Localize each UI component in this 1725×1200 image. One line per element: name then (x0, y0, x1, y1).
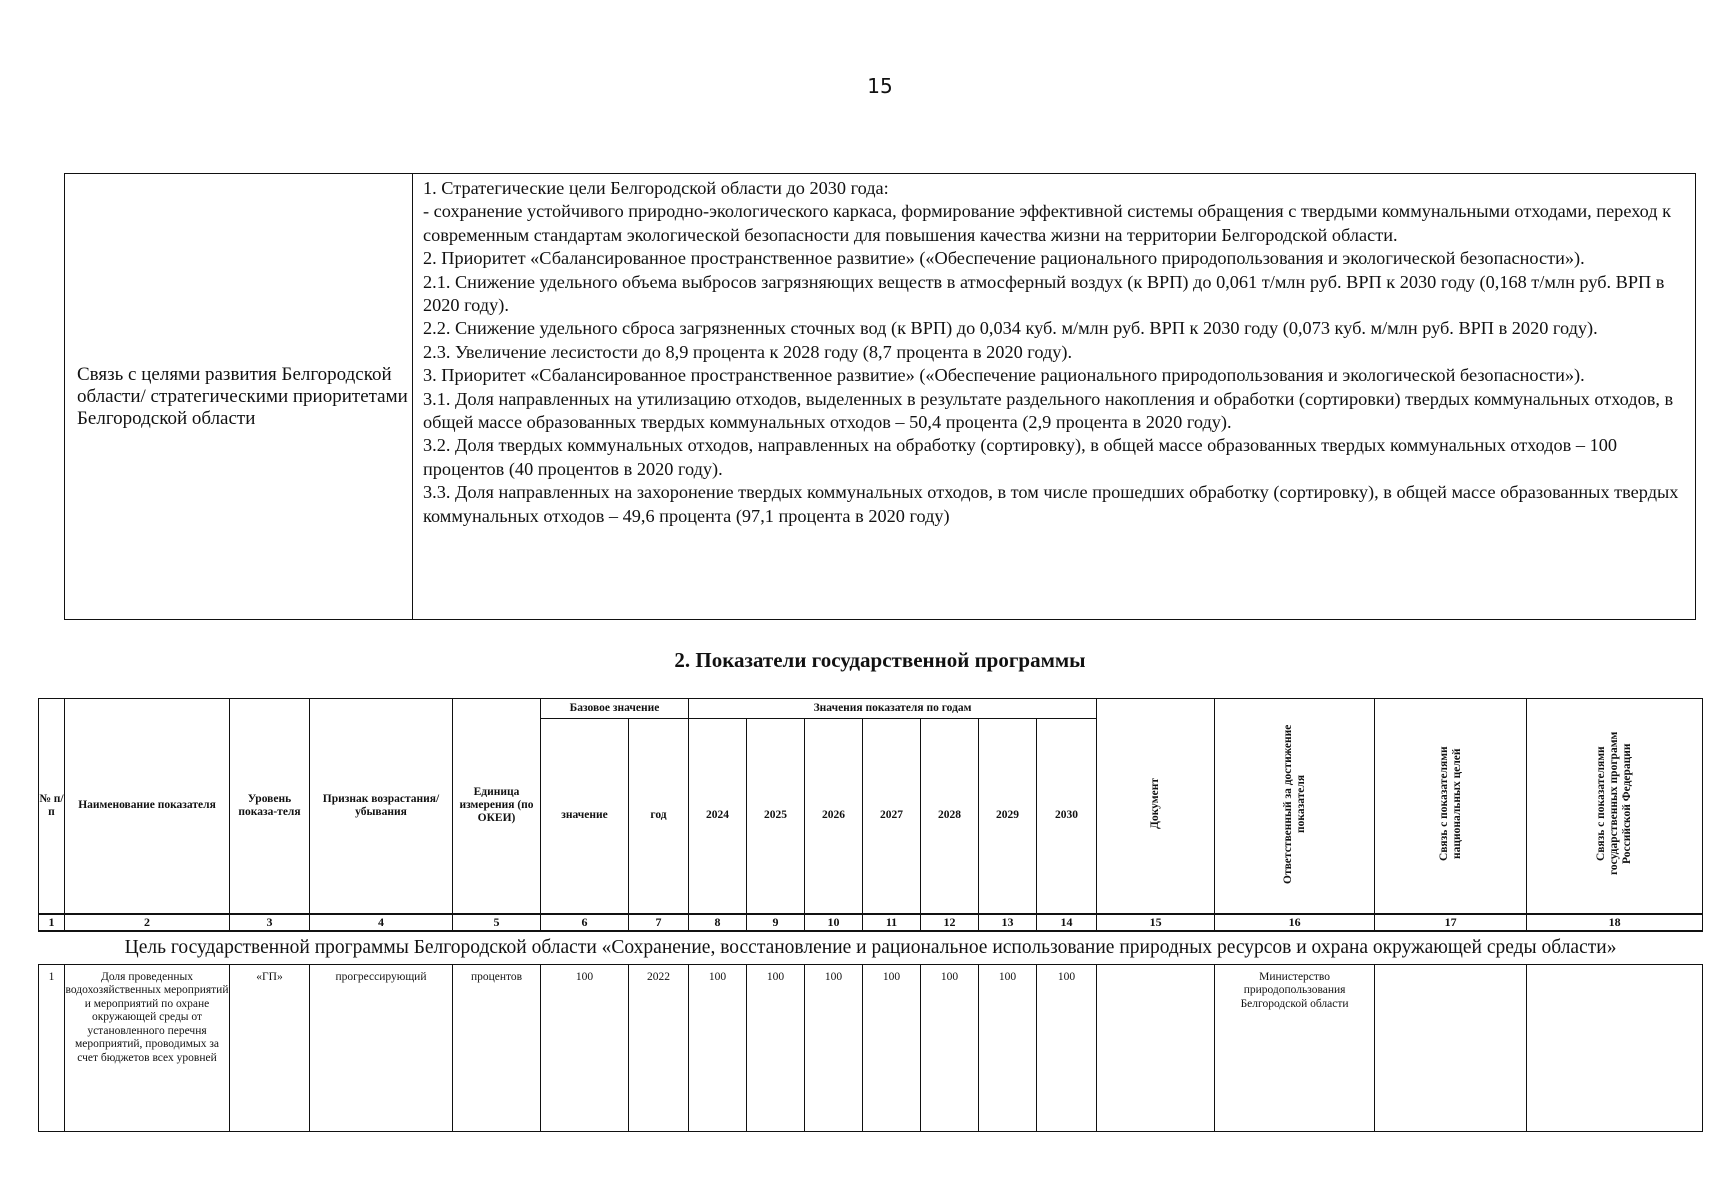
goal-row: Цель государственной программы Белгородской области «Сохранение, восстановление и рациональное использование природных ресурсов и охрана окружающей среды области» (39, 931, 1703, 965)
header-base-group: Базовое значение (541, 699, 689, 719)
strategy-link-label: Связь с целями развития Белгородской области/ стратегическими приоритетами Белгородской области (65, 174, 413, 620)
header-responsible-text: Ответственный за достижение показателя (1281, 724, 1307, 884)
strategy-paragraph: 3.3. Доля направленных на захоронение твердых коммунальных отходов, в том числе прошедших обработку (сортировку), в общей массе образованных твердых коммунальных отходов – 49,6 процента (97,1 процента в 2020 году) (423, 482, 1679, 526)
row-value-2025: 100 (747, 964, 805, 1131)
row-level: «ГП» (230, 964, 310, 1131)
row-name: Доля проведенных водохозяйственных мероприятий и мероприятий по охране окружающей среды от установленного перечня мероприятий, проводимых за счет бюджетов всех уровней (65, 964, 230, 1131)
strategy-paragraph: 2.1. Снижение удельного объема выбросов загрязняющих веществ в атмосферный воздух (к ВРП) до 0,061 т/млн руб. ВРП к 2030 году (0,168 т/млн руб. ВРП в 2020 году). (423, 271, 1665, 316)
header-state-programs (1527, 699, 1703, 914)
column-number: 17 (1375, 914, 1527, 931)
header-level: Уровень показа-теля (230, 699, 310, 914)
column-number: 1 (39, 914, 65, 931)
strategy-paragraph: - сохранение устойчивого природно-экологического каркаса, формирование эффективной системы обращения с твердыми коммунальными отходами, переход к современным стандартам экологической безопасности для повышения качества жизни на территории Белгородской области. (423, 201, 1672, 245)
column-number: 14 (1037, 914, 1097, 931)
header-base-value: значение (541, 719, 629, 914)
column-number: 4 (310, 914, 453, 931)
strategy-paragraph: 3. Приоритет «Сбалансированное пространственное развитие» («Обеспечение рационального природопользования и экологической безопасности»). (423, 365, 1585, 386)
column-number: 9 (747, 914, 805, 931)
header-year: 2029 (979, 719, 1037, 914)
header-base-year: год (629, 719, 689, 914)
strategy-paragraph: 3.1. Доля направленных на утилизацию отходов, выделенных в результате раздельного накопления и обработки (сортировки) твердых коммунальных отходов, в общей массе образованных твердых коммунальных отходов – 50,4 процента (2,9 процента в 2020 году). (423, 388, 1674, 433)
column-number: 3 (230, 914, 310, 931)
row-value-2027: 100 (863, 964, 921, 1131)
column-number: 11 (863, 914, 921, 931)
strategy-paragraph: 1. Стратегические цели Белгородской области до 2030 года: (423, 178, 889, 198)
header-state-programs-text: Связь с показателями государственных программ Российской Федерации (1595, 732, 1634, 876)
column-number: 12 (921, 914, 979, 931)
column-number: 8 (689, 914, 747, 931)
column-number: 18 (1527, 914, 1703, 931)
column-number: 5 (453, 914, 541, 931)
header-national-goals (1375, 699, 1527, 914)
header-year: 2026 (805, 719, 863, 914)
row-document (1097, 964, 1215, 1131)
column-number: 10 (805, 914, 863, 931)
header-responsible (1215, 699, 1375, 914)
row-trend: прогрессирующий (310, 964, 453, 1131)
row-value-2024: 100 (689, 964, 747, 1131)
column-number: 6 (541, 914, 629, 931)
column-number: 13 (979, 914, 1037, 931)
strategy-link-table (64, 173, 1696, 620)
row-value-2029: 100 (979, 964, 1037, 1131)
header-year: 2025 (747, 719, 805, 914)
header-year: 2027 (863, 719, 921, 914)
row-num: 1 (39, 964, 65, 1131)
header-name: Наименование показателя (65, 699, 230, 914)
strategy-paragraph: 3.2. Доля твердых коммунальных отходов, направленных на обработку (сортировку), в общей массе образованных твердых коммунальных отходов – 100 процентов (40 процентов в 2020 году). (423, 435, 1618, 479)
section-title: 2. Показатели государственной программы (674, 648, 1086, 672)
table-row (39, 964, 1703, 1131)
row-state-programs (1527, 964, 1703, 1131)
strategy-paragraph: 2.3. Увеличение лесистости до 8,9 процента к 2028 году (8,7 процента в 2020 году). (423, 341, 1073, 362)
page-number: 15 (867, 74, 893, 98)
column-number: 2 (65, 914, 230, 931)
header-year: 2030 (1037, 719, 1097, 914)
row-value-2030: 100 (1037, 964, 1097, 1131)
row-value-2026: 100 (805, 964, 863, 1131)
header-national-goals-text: Связь с показателями национальных целей (1437, 746, 1463, 862)
column-number: 16 (1215, 914, 1375, 931)
header-year: 2024 (689, 719, 747, 914)
row-national-goals (1375, 964, 1527, 1131)
row-base-year: 2022 (629, 964, 689, 1131)
strategy-link-content (413, 174, 1696, 620)
header-year: 2028 (921, 719, 979, 914)
header-years-group: Значения показателя по годам (689, 699, 1097, 719)
row-base-value: 100 (541, 964, 629, 1131)
strategy-paragraph: 2.2. Снижение удельного сброса загрязненных сточных вод (к ВРП) до 0,034 куб. м/млн руб. ВРП к 2030 году (0,073 куб. м/млн руб. ВРП в 2020 году). (423, 318, 1598, 339)
header-num: № п/п (39, 699, 65, 914)
row-responsible: Министерство природопользования Белгородской области (1215, 964, 1375, 1131)
column-number: 15 (1097, 914, 1215, 931)
header-trend: Признак возрастания/ убывания (310, 699, 453, 914)
header-document-text: Документ (1149, 778, 1162, 830)
row-value-2028: 100 (921, 964, 979, 1131)
header-unit: Единица измерения (по ОКЕИ) (453, 699, 541, 914)
strategy-paragraph: 2. Приоритет «Сбалансированное пространственное развитие» («Обеспечение рационального природопользования и экологической безопасности»). (423, 248, 1585, 269)
indicators-table (38, 698, 1703, 1132)
column-number: 7 (629, 914, 689, 931)
header-document (1097, 699, 1215, 914)
row-unit: процентов (453, 964, 541, 1131)
